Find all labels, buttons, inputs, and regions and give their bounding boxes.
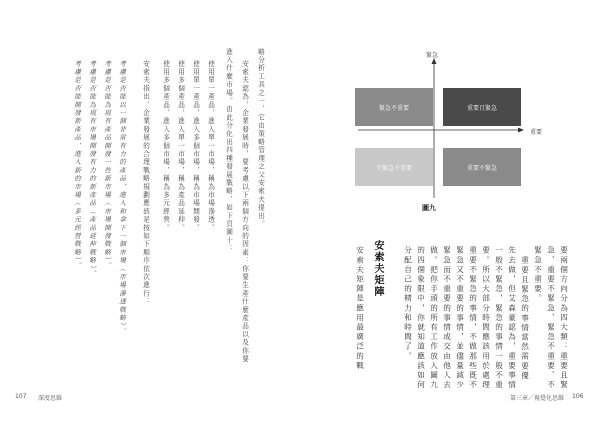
left-list-item: 使用單一產品，進入多個市場，稱為市場開發。 [191, 60, 200, 233]
right-body-line: 要兩個方向分為四大類：重要且緊 [559, 246, 569, 390]
quadrant-label: 重要且緊急 [466, 104, 497, 112]
right-body-line: 要。所以大部分時間應該用於處理 [481, 246, 491, 390]
right-body-line: 做。把你手頭的所有工作放入圖九 [429, 246, 439, 390]
left-page-number: 107 [15, 393, 27, 400]
left-list-item: 使用多個產品，進入單一市場，稱為產品延伸。 [176, 60, 185, 233]
section-heading: 安索夫矩陣 [372, 240, 383, 298]
left-paragraph-line: 進入什麼市場。由此分化出四種發展戰略，如下頁圖十： [224, 48, 233, 253]
left-list-item: 考慮是否能為現有產品開發一些新市場（市場開發戰略）。 [102, 60, 111, 270]
right-running-head: 第三章／視覺化思維 [510, 395, 565, 402]
right-body-line: 分配自己的精力和時間了。 [403, 246, 413, 362]
quadrant-label: 不緊急不重要 [375, 164, 412, 172]
quadrant-not-urgent-not-important [355, 148, 433, 186]
quadrant-important-not-urgent [443, 148, 521, 186]
right-body-line: 緊急又不重要的事情，並儘量減少 [455, 246, 465, 390]
axis-label-important: 重要 [530, 129, 543, 136]
right-body-line: 的四個象限中，你就知道應該如何 [416, 246, 426, 390]
left-list-item: 考慮是否能以一個非常有力的產品，進入和拿下一個市場（市場滲透戰略）。 [117, 60, 126, 336]
left-running-head: 深度思維 [38, 395, 63, 402]
section-subtext: 安索夫矩陣是應用最廣泛的戰 [355, 246, 365, 371]
left-list-item: 考慮是否能為現有市場開發有力的新產品（產品延伸戰略）。 [87, 60, 96, 279]
quadrant-urgent-not-important [355, 88, 433, 126]
right-body-line: 重要且緊急的事情當然需要優 [520, 256, 530, 381]
right-body-line: 先去做，但艾森豪認為，重要事情 [507, 246, 517, 390]
right-body-line: 緊急而不重要的事情或交由他人去 [442, 246, 452, 390]
left-list-item: 考慮是否能開發新產品，進入新的市場（多元經營戰略）。 [72, 60, 81, 270]
quadrant-label: 緊急不重要 [378, 104, 409, 112]
quadrant-label: 重要不緊急 [466, 164, 497, 172]
axis-label-urgent: 緊急 [426, 52, 439, 59]
right-body-line: 一般不緊急，緊急的事情一般不重 [494, 246, 504, 390]
left-paragraph-line: 安索夫指出，企業發展的合理戰略規劃應該是按如下順序依次進行： [141, 60, 150, 306]
left-list-item: 使用單一產品，進入單一市場，稱為市場滲透。 [206, 60, 215, 233]
right-page-number: 106 [572, 393, 584, 400]
left-list-item: 使用多個產品，進入多個市場，稱為多元經營。 [161, 60, 170, 233]
figure-caption: 圖九 [422, 204, 436, 212]
quadrant-important-and-urgent [443, 88, 521, 126]
left-paragraph-line: 略分析工具之一，它由策略管理之父安索夫提出。 [256, 48, 265, 229]
right-body-line: 緊急不重要。 [533, 246, 543, 304]
right-body-line: 重要不緊急的事情，不做那些既不 [468, 246, 478, 390]
left-paragraph-line: 安索夫認為，企業發展時，要考慮以下兩個方向的因素：你要生產什麼產品以及你要 [240, 60, 249, 364]
right-body-line: 急、重要不緊急、緊急不重要、不 [546, 246, 556, 390]
